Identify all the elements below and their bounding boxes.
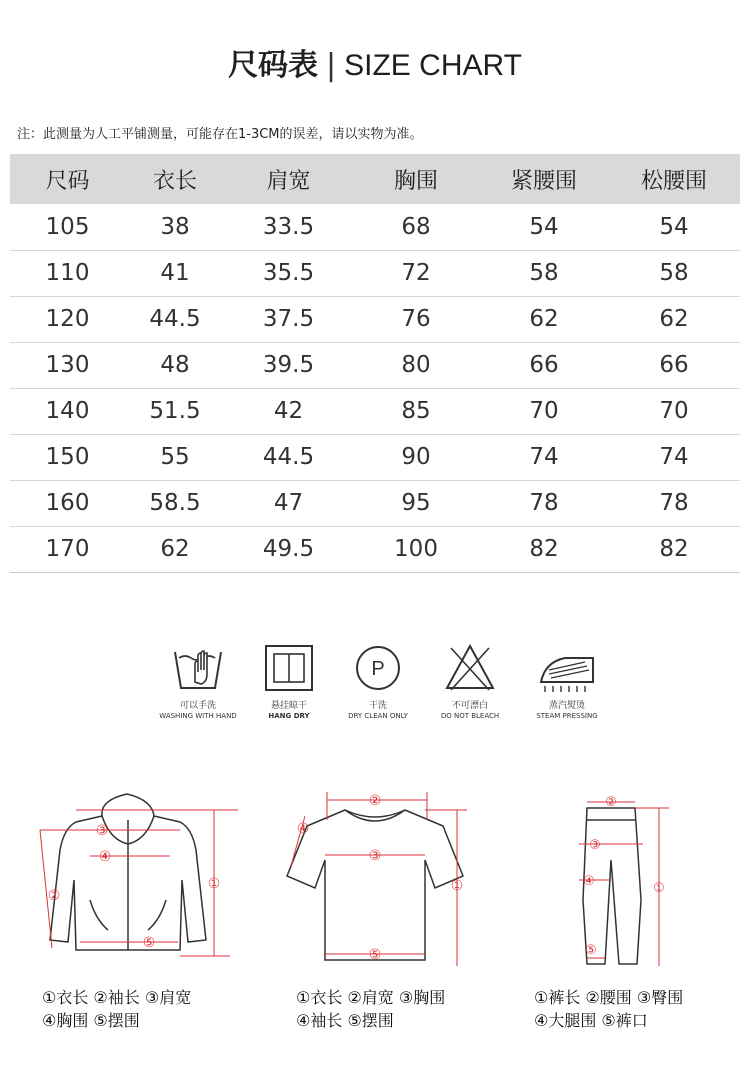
care-steam <box>517 642 617 720</box>
marker-waist: ② <box>605 795 617 810</box>
care-label-cn: 可以手洗 <box>179 701 216 711</box>
table-cell: 82 <box>480 526 608 572</box>
legend-line: ①裤长 ②腰围 ③臀围 <box>534 988 684 1007</box>
marker-hem: ⑤ <box>142 935 156 951</box>
marker-thigh: ④ <box>583 874 595 889</box>
legend-line: ④大腿围 ⑤裤口 <box>534 1011 648 1030</box>
table-cell: 37.5 <box>225 296 352 342</box>
tshirt-outline <box>287 810 463 960</box>
table-row <box>10 388 740 434</box>
care-label-en: STEAM PRESSING <box>536 712 598 720</box>
no-bleach-icon <box>443 642 497 694</box>
table-cell: 74 <box>608 434 740 480</box>
table-cell: 130 <box>10 342 125 388</box>
care-hang-dry <box>239 642 339 720</box>
table-cell: 58.5 <box>125 480 225 526</box>
size-table <box>10 154 740 573</box>
legend-line: ④胸围 ⑤摆围 <box>42 1011 140 1030</box>
marker-sleeve: ② <box>47 888 61 904</box>
table-cell: 47 <box>225 480 352 526</box>
marker-hem: ⑤ <box>368 947 382 963</box>
steam-iron-icon <box>535 642 599 694</box>
legend-line: ①衣长 ②肩宽 ③胸围 <box>296 988 446 1007</box>
table-cell: 100 <box>352 526 480 572</box>
care-label-en: WASHING WITH HAND <box>159 712 237 720</box>
dry-clean-icon <box>351 642 405 694</box>
table-cell: 62 <box>480 296 608 342</box>
table-row <box>10 480 740 526</box>
table-row <box>10 342 740 388</box>
care-label-en: DRY CLEAN ONLY <box>348 712 408 720</box>
table-cell: 55 <box>125 434 225 480</box>
table-cell: 90 <box>352 434 480 480</box>
table-cell: 170 <box>10 526 125 572</box>
table-cell: 82 <box>608 526 740 572</box>
care-label-en: DO NOT BLEACH <box>440 712 500 720</box>
table-cell: 150 <box>10 434 125 480</box>
table-cell: 80 <box>352 342 480 388</box>
table-cell: 70 <box>480 388 608 434</box>
table-cell: 54 <box>480 204 608 250</box>
table-cell: 62 <box>125 526 225 572</box>
table-cell: 160 <box>10 480 125 526</box>
marker-shoulder: ② <box>368 793 382 809</box>
care-label-cn: 悬挂晾干 <box>270 701 307 711</box>
table-cell: 85 <box>352 388 480 434</box>
table-cell: 66 <box>480 342 608 388</box>
jacket-diagram <box>30 780 250 970</box>
marker-length: ① <box>653 881 665 896</box>
header-shoulder: 肩宽 <box>225 154 352 204</box>
title-separator: | <box>326 48 337 83</box>
table-row <box>10 526 740 572</box>
marker-sleeve: ④ <box>296 821 310 837</box>
title-cn: 尺码表 <box>228 48 319 83</box>
table-cell: 76 <box>352 296 480 342</box>
header-waist-loose: 松腰围 <box>608 154 740 204</box>
dry-clean-symbol: P <box>371 658 385 680</box>
table-cell: 66 <box>608 342 740 388</box>
marker-chest: ④ <box>98 849 112 865</box>
care-label-cn: 蒸汽熨烫 <box>548 701 585 711</box>
hang-dry-icon <box>262 642 316 694</box>
table-cell: 38 <box>125 204 225 250</box>
marker-hem: ⑤ <box>585 943 597 958</box>
header-waist-tight: 紧腰围 <box>480 154 608 204</box>
tshirt-diagram <box>285 780 475 970</box>
care-label-en: HANG DRY <box>268 712 310 720</box>
title-en: SIZE CHART <box>344 49 522 82</box>
table-cell: 44.5 <box>225 434 352 480</box>
table-cell: 78 <box>608 480 740 526</box>
table-cell: 41 <box>125 250 225 296</box>
table-cell: 33.5 <box>225 204 352 250</box>
care-label-cn: 干洗 <box>368 701 387 711</box>
table-cell: 70 <box>608 388 740 434</box>
marker-length: ① <box>207 876 221 892</box>
care-hand-wash <box>148 642 248 720</box>
table-cell: 105 <box>10 204 125 250</box>
table-row <box>10 296 740 342</box>
table-header-row <box>10 154 740 204</box>
table-cell: 44.5 <box>125 296 225 342</box>
table-cell: 42 <box>225 388 352 434</box>
marker-shoulder: ③ <box>95 823 109 839</box>
pants-legend <box>534 986 683 1032</box>
table-cell: 62 <box>608 296 740 342</box>
hand-wash-icon <box>171 642 225 694</box>
table-cell: 110 <box>10 250 125 296</box>
jacket-legend <box>42 986 191 1032</box>
table-cell: 39.5 <box>225 342 352 388</box>
measurement-note: 注：此测量为人工平铺测量，可能存在1-3CM的误差，请以实物为准。 <box>17 127 423 142</box>
table-cell: 95 <box>352 480 480 526</box>
legend-line: ①衣长 ②袖长 ③肩宽 <box>42 988 192 1007</box>
table-cell: 140 <box>10 388 125 434</box>
table-cell: 35.5 <box>225 250 352 296</box>
table-cell: 58 <box>608 250 740 296</box>
table-cell: 68 <box>352 204 480 250</box>
legend-line: ④袖长 ⑤摆围 <box>296 1011 394 1030</box>
tshirt-legend <box>296 986 445 1032</box>
table-cell: 51.5 <box>125 388 225 434</box>
pants-diagram <box>565 780 685 970</box>
table-cell: 74 <box>480 434 608 480</box>
table-cell: 54 <box>608 204 740 250</box>
table-cell: 58 <box>480 250 608 296</box>
table-cell: 48 <box>125 342 225 388</box>
table-cell: 120 <box>10 296 125 342</box>
table-row <box>10 250 740 296</box>
table-row <box>10 434 740 480</box>
table-cell: 78 <box>480 480 608 526</box>
table-row <box>10 204 740 250</box>
marker-chest: ③ <box>368 848 382 864</box>
header-chest: 胸围 <box>352 154 480 204</box>
care-no-bleach <box>420 642 520 720</box>
header-length: 衣长 <box>125 154 225 204</box>
table-cell: 49.5 <box>225 526 352 572</box>
table-cell: 72 <box>352 250 480 296</box>
care-dry-clean <box>328 642 428 720</box>
care-label-cn: 不可漂白 <box>451 701 488 711</box>
marker-hip: ③ <box>589 838 601 853</box>
header-size: 尺码 <box>10 154 125 204</box>
page-title <box>0 40 750 84</box>
marker-length: ① <box>450 878 464 894</box>
